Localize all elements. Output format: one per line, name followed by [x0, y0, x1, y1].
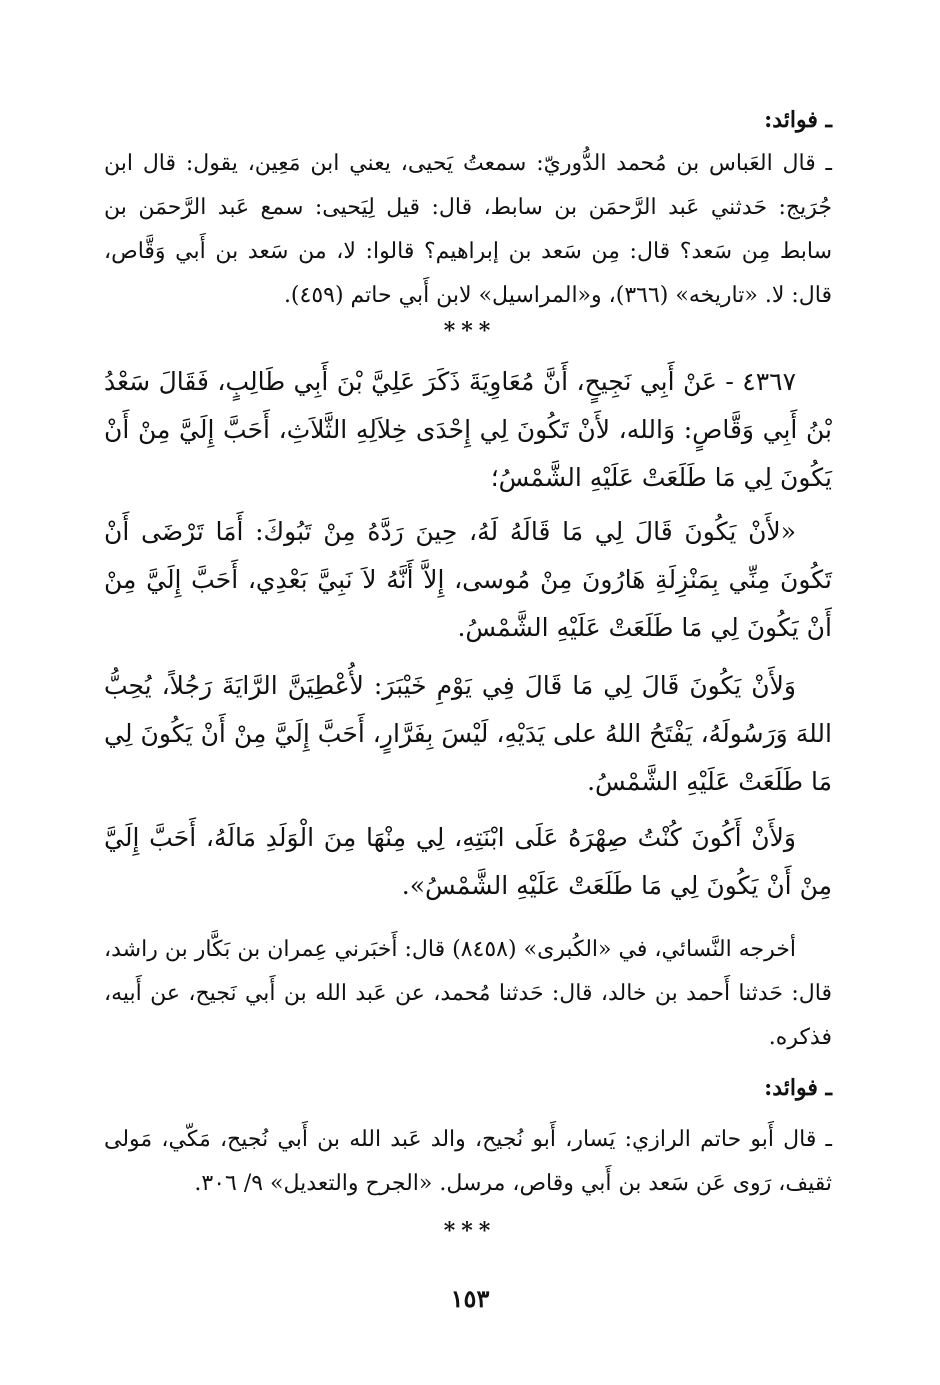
hadith-paragraph-3: وَلأَنْ يَكُونَ قَالَ لِي مَا قَالَ فِي يَوْمِ خَيْبَرَ: لأُعْطِيَنَّ الرَّايَةَ رَجُلاً، يُحِبُّ اللهَ وَرَسُولَهُ، يَفْتَحُ اللهُ على يَدَيْهِ، لَيْسَ بِفَرَّارٍ، أَحَبَّ إِلَيَّ مِنْ أَنْ يَكُونَ لِي مَا طَلَعَتْ عَلَيْهِ الشَّمْسُ. [104, 671, 832, 796]
fawaid-heading-1: ـ فوائد: [764, 107, 832, 133]
fawaid-heading-2: ـ فوائد: [764, 1075, 832, 1101]
hadith-paragraph-1: ٤٣٦٧ - عَنْ أَبِي نَجِيحٍ، أَنَّ مُعَاوِيَةَ ذَكَرَ عَلِيَّ بْنَ أَبِي طَالِبٍ، فَقَالَ سَعْدُ بْنُ أَبِي وَقَّاصٍ: وَالله، لأَنْ تَكُونَ لِي إِحْدَى خِلاَلِهِ الثَّلاَثِ، أَحَبَّ إِلَيَّ مِنْ أَنْ يَكُونَ لِي مَا طَلَعَتْ عَلَيْهِ الشَّمْسُ؛ [104, 367, 832, 492]
section-separator-1: *** [443, 318, 497, 344]
page-number: ١٥٣ [450, 1284, 490, 1313]
hadith-paragraph-4: وَلأَنْ أَكُونَ كُنْتُ صِهْرَهُ عَلَى ابْنَتِهِ، لِي مِنْهَا مِنَ الْوَلَدِ مَالَهُ، أَحَبَّ إِلَيَّ مِنْ أَنْ يَكُونَ لِي مَا طَلَعَتْ عَلَيْهِ الشَّمْسُ». [104, 823, 832, 900]
hadith-paragraph-2: «لأَنْ يَكُونَ قَالَ لِي مَا قَالَهُ لَهُ، حِينَ رَدَّهُ مِنْ تَبُوكَ: أَمَا تَرْضَى أَنْ تَكُونَ مِنِّي بِمَنْزِلَةِ هَارُونَ مِنْ مُوسى، إِلاَّ أَنَّهُ لاَ نَبِيَّ بَعْدِي، أَحَبَّ إِلَيَّ مِنْ أَنْ يَكُونَ لِي مَا طَلَعَتْ عَلَيْهِ الشَّمْسُ. [104, 517, 832, 642]
narrator-note-2: ـ قال أَبو حاتم الرازي: يَسار، أَبو نُجيح، والد عَبد الله بن أَبي نُجيح، مَكّي، مَولى ثقيف، رَوى عَن سَعد بن أَبي وقاص، مرسل. «الجرح والتعديل» ٩/ ٣٠٦. [104, 1127, 832, 1196]
takhrij-paragraph: أخرجه النَّسائي، في «الكُبرى» (٨٤٥٨) قال: أَخبَرني عِمران بن بَكَّار بن راشد، قال: حَدثنا أَحمد بن خالد، قال: حَدثنا مُحمد، عن عَبد الله بن أَبي نَجيح، عن أَبيه، فذكره. [104, 937, 832, 1050]
narrator-note-1: ـ قال العَباس بن مُحمد الدُّوريّ: سمعتُ يَحيى، يعني ابن مَعِين، يقول: قال ابن جُرَيج: حَدثني عَبد الرَّحمَن بن سابط، قال: قيل لِيَحيى: سمع عَبد الرَّحمَن بن سابط مِن سَعد؟ قال: مِن سَعد بن إبراهيم؟ قالوا: لا، من سَعد بن أَبي وَقَّاص، قال: لا. «تاريخه» (٣٦٦)، و«المراسيل» لابن أَبي حاتم (٤٥٩). [104, 151, 832, 308]
section-separator-2: *** [443, 1218, 497, 1244]
